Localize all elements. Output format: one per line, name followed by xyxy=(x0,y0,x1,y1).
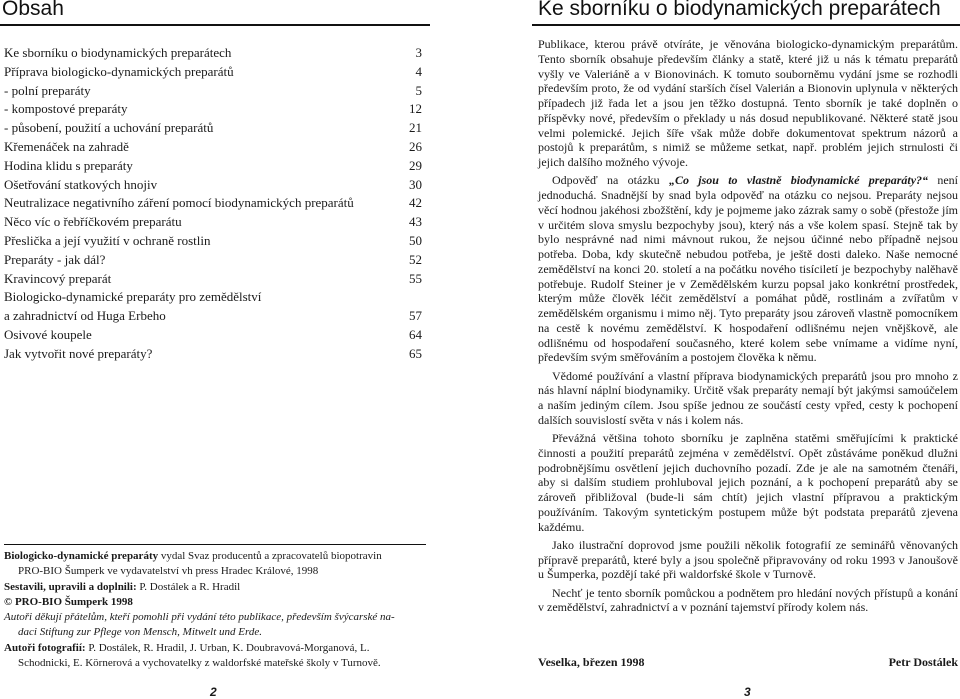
heading-divider xyxy=(0,24,430,26)
imprint-text: vydal Svaz producentů a zpracovatelů biopotravin xyxy=(158,550,382,562)
toc-page: 5 xyxy=(415,82,422,98)
toc-page: 43 xyxy=(409,214,422,230)
toc-title: a zahradnictví od Huga Erbeho xyxy=(4,308,166,324)
signature-line xyxy=(538,655,958,670)
toc-page: 55 xyxy=(409,270,422,286)
toc-item xyxy=(4,326,422,345)
toc-title: Ke sborníku o biodynamických preparátech xyxy=(4,45,232,60)
toc-page: 12 xyxy=(409,101,422,117)
toc-page: 52 xyxy=(409,251,422,267)
heading-divider xyxy=(532,24,960,26)
credits-divider xyxy=(4,544,426,545)
paragraph: Převážná většina tohoto sborníku je zaplněna statěmi směřujícími k praktické činnosti a použití preparátů zejména v zemědělství. Opět zůstáváme poněkud dlužni podrobnějšímu osvětlení jejich duchovního pozadí. Zde je ale na samotném čtenáři, aby si dalším studiem prohluboval jejich poznání, a k pochopení preparátů aby se zároveň přibližoval (bude-li sám chtít) jejich vlastní přípravou a praktickým používáním. Takovým syntetickým postupem může být podstata preparátů zjevena každému. xyxy=(538,431,958,534)
toc-page: 3 xyxy=(415,45,422,60)
toc-page: 4 xyxy=(415,63,422,79)
toc-item xyxy=(4,176,422,195)
toc-title: Ošetřování statkových hnojiv xyxy=(4,176,158,192)
right-page xyxy=(532,0,960,697)
toc-title: - působení, použití a uchování preparátů xyxy=(4,120,214,136)
paragraph: Jako ilustrační doprovod jsme použili několik fotografií ze seminářů věnovaných přípravě preparátů, které byly a jsou společně připravovány od roku 1993 v Janoušově u Šumperka, pozdějí také při waldorfské škole v Turnově. xyxy=(538,537,958,582)
toc-title: Kravincový preparát xyxy=(4,270,112,286)
toc-title: Biologicko-dynamické preparáty pro zemědělství xyxy=(4,289,262,305)
imprint-title: Biologicko-dynamické preparáty xyxy=(4,550,159,562)
toc-page: 57 xyxy=(409,308,422,324)
paragraph: Vědomé používání a vlastní příprava biodynamických preparátů jsou pro mnoho z nás hlavní náplní biodynamiky. Určitě však preparáty nemají být jakýmsi samoúčelem a naším jediným cílem. Jsou spíše jednou ze součástí cesty vpřed, cesty k pochopení dalších souvislostí světa v nás i kolem nás. xyxy=(538,368,958,427)
author-name: Petr Dostálek xyxy=(888,655,958,669)
imprint-line: PRO-BIO Šumperk ve vydavatelství vh press Hradec Králové, 1998 xyxy=(18,565,319,578)
photo-credits xyxy=(4,641,426,656)
photo-credits-label: Autoři fotografií: xyxy=(4,641,86,654)
toc-page: 64 xyxy=(409,326,422,342)
toc-item xyxy=(4,82,422,101)
toc-item xyxy=(4,345,422,364)
toc-item xyxy=(4,213,422,232)
toc-page: 42 xyxy=(409,195,422,211)
toc-title: Jak vytvořit nové preparáty? xyxy=(4,345,153,361)
toc-item xyxy=(4,288,422,307)
toc-item xyxy=(4,251,422,270)
toc-title: Příprava biologicko-dynamických preparátů xyxy=(4,63,234,79)
imprint xyxy=(4,549,426,671)
toc-title: - polní preparáty xyxy=(4,82,91,98)
acknowledgement: Autoři děkují přátelům, kteří pomohli při vydání této publikace, především švýcarské na- xyxy=(4,611,395,624)
toc-item xyxy=(4,44,422,63)
page-number: 3 xyxy=(744,685,751,699)
toc-title: Něco víc o řebříčkovém preparátu xyxy=(4,214,182,230)
toc-title: Hodina klidu s preparáty xyxy=(4,157,133,173)
toc-item xyxy=(4,100,422,119)
toc-page: 21 xyxy=(409,120,422,136)
table-of-contents xyxy=(4,44,422,364)
imprint-line xyxy=(4,580,426,595)
paragraph: Nechť je tento sborník pomůckou a podnětem pro hledání nových přístupů a konání v zemědělství, zahradnictví a v poznání tajemství přírody kolem nás. xyxy=(538,585,958,615)
toc-title: Osivové koupele xyxy=(4,326,92,342)
toc-page: 65 xyxy=(409,345,422,361)
toc-page: 26 xyxy=(409,138,422,154)
left-page xyxy=(0,0,430,697)
toc-title: - kompostové preparáty xyxy=(4,101,128,117)
paragraph: Publikace, kterou právě otvíráte, je věnována biologicko-dynamickým preparátům. Tento sborník obsahuje především články a statě, které již u nás k tématu preparátů vyšly ve Valeriáně a v Bionovinách. K tomuto souborněmu vydání jsme se rozhodli především proto, že od vydání starších čísel Valerián a Bionovin uplynula v některých případech již řada let a jsou jen těžko dostupná. Tento sborník je také doplněn o příspěvky nové, především o překlady u nás dosud nepublikované. Některé statě jsou velmi polemické. Jejich šíře však může dobře dokumentovat spektrum názorů a postojů k preparátům, s nimiž se můžeme setkat, např. problém jejich strnulosti či jejich dalšího možného vývoje. xyxy=(538,37,958,169)
toc-item xyxy=(4,194,422,213)
toc-title: Křemenáček na zahradě xyxy=(4,138,129,154)
copyright: © PRO-BIO Šumperk 1998 xyxy=(4,595,133,608)
toc-page: 30 xyxy=(409,176,422,192)
editors-names: P. Dostálek a R. Hradil xyxy=(136,580,241,593)
place-date: Veselka, březen 1998 xyxy=(538,655,645,669)
question: „Co jsou to vlastně biodynamické preparáty?“ xyxy=(668,173,929,188)
page-number: 2 xyxy=(210,685,217,699)
toc-item xyxy=(4,119,422,138)
toc-item xyxy=(4,63,422,82)
toc-item xyxy=(4,232,422,251)
toc-item xyxy=(4,270,422,289)
photo-credits: Schodnicki, E. Körnerová a vychovatelky z waldorfské mateřské školy v Turnově. xyxy=(18,657,381,670)
toc-item xyxy=(4,138,422,157)
article-title: Ke sborníku o biodynamických preparátech xyxy=(538,0,941,20)
page-title: Obsah xyxy=(2,0,64,20)
toc-item xyxy=(4,157,422,176)
toc-page: 29 xyxy=(409,157,422,173)
toc-item xyxy=(4,307,422,326)
editors-label: Sestavili, upravili a doplnili: xyxy=(4,580,137,593)
toc-page: 50 xyxy=(409,232,422,248)
toc-title: Preparáty - jak dál? xyxy=(4,251,106,267)
acknowledgement: daci Stiftung zur Pflege von Mensch, Mitwelt und Erde. xyxy=(18,626,262,639)
imprint-line xyxy=(4,549,426,564)
article-body xyxy=(538,37,958,619)
paragraph: Odpověď na otázku „Co jsou to vlastně biodynamické preparáty?“ není jednoduchá. Snadnější by snad byla odpověď na otázku co nejsou. Preparáty nejsou věcí hodnou jakéhosi zbožštění, kdy je pojmeme jako zázrak samy o sobě (přestože jím v určitém slova smyslu bezpochyby jsou), který nás a vše kolem spasí. Stejně tak by bylo nesprávné nad nimi mávnout rukou, že nejsou účinné nebo případně nejsou potřeba. Doba, kdy skutečně nebudou potřeba, je ještě dosti daleko. Naše nemocné zemědělství na konci 20. století a na počátku nového tisíciletí je bezpochyby nalěhavě potřebuje. Rudolf Steiner je v Zemědělském kurzu popsal jako konkrétní prostředek, kterým může člověk léčit zemědělství a pomáhat půdě, rostlinám a zvířatům v zemědělském organismu i mimo něj. Tyto preparáty jsou zároveň vlastně pomocníkem na cestě k novému zemědělství. K hospodaření odlišnému nejen vnějškově, ale odlišnému od hospodaření současného, které kolem sebe vnímame a vidíme nyní, především svým směřováním a postojem člověka k němu. xyxy=(538,173,958,365)
toc-title: Přeslička a její využití v ochraně rostlin xyxy=(4,232,211,248)
photo-credits-names: P. Dostálek, R. Hradil, J. Urban, K. Doubravová-Morganová, L. xyxy=(85,641,370,654)
toc-title: Neutralizace negativního záření pomocí biodynamických preparátů xyxy=(4,195,354,211)
